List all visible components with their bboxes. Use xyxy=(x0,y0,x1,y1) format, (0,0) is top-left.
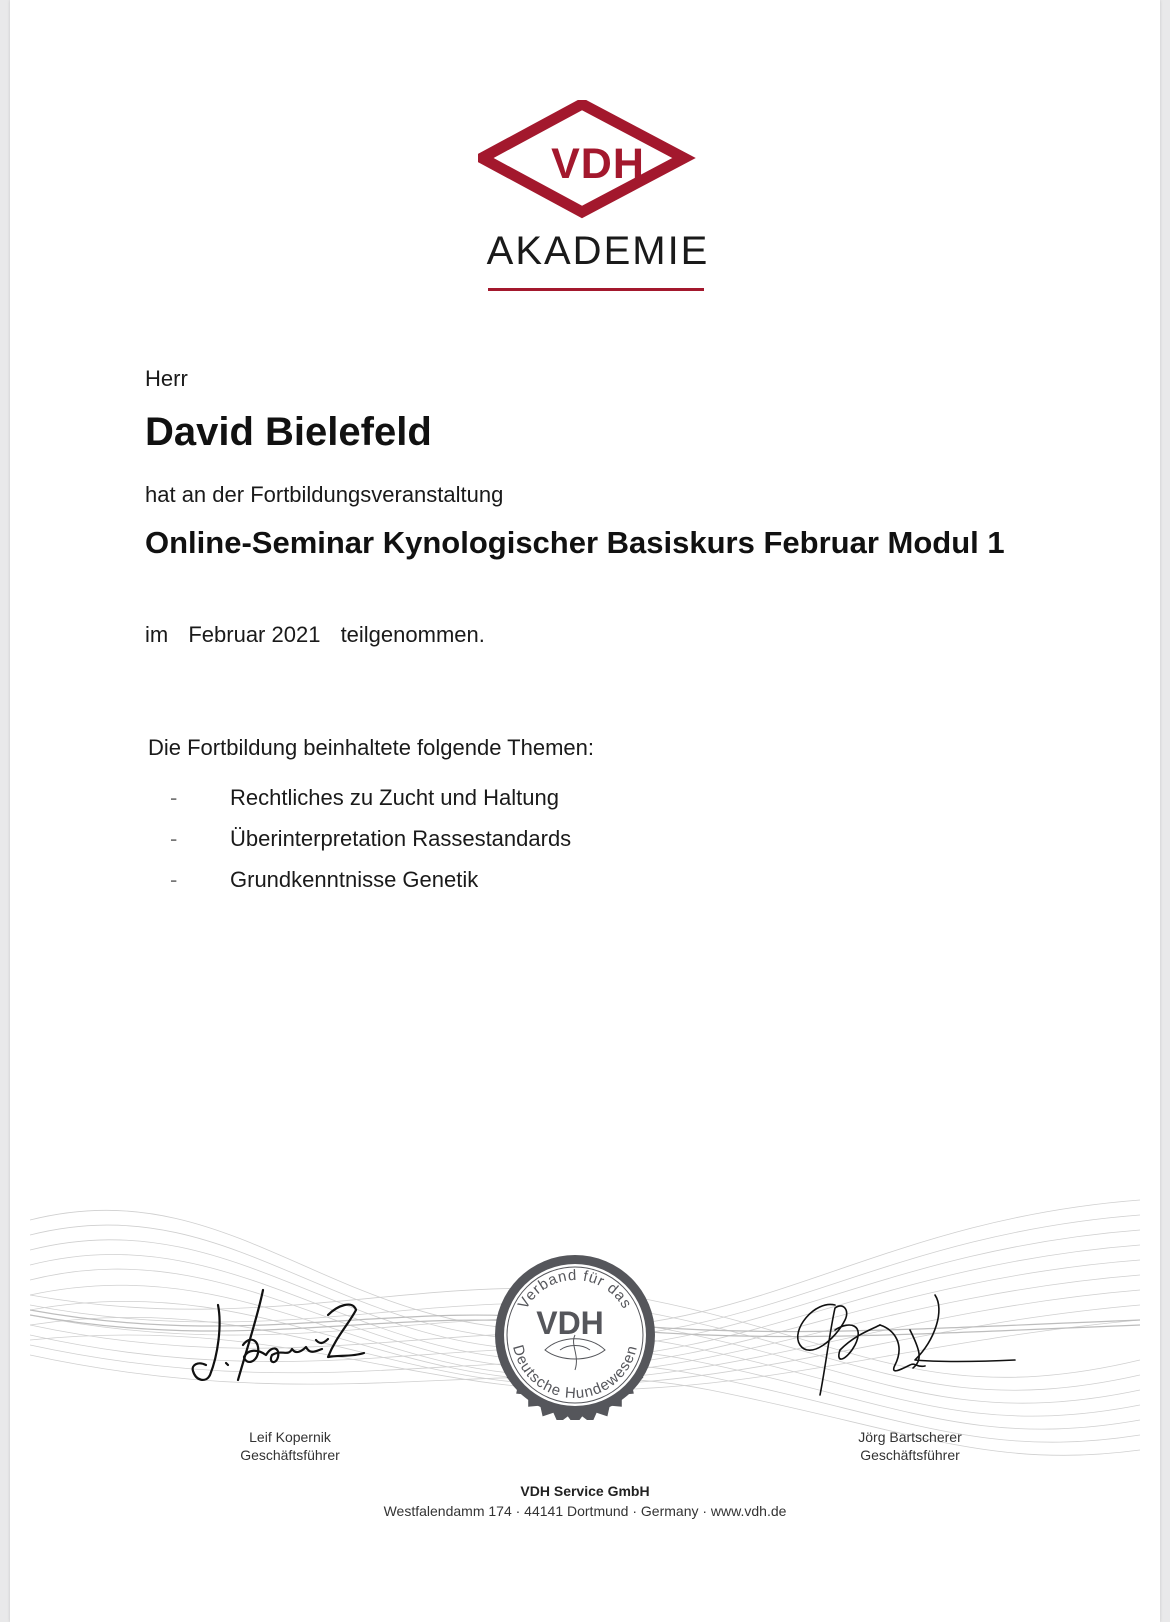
date-prefix: im xyxy=(145,622,169,647)
logo-subtitle: AKADEMIE xyxy=(486,229,710,273)
topic-text: Überinterpretation Rassestandards xyxy=(230,826,572,851)
event-date: Februar 2021 xyxy=(188,622,321,647)
signer-right-name: Jörg Bartscherer xyxy=(858,1429,962,1445)
signer-left-title: Geschäftsführer xyxy=(240,1447,340,1463)
vdh-akademie-logo xyxy=(478,100,718,300)
bullet-dash: - xyxy=(170,867,178,892)
intro-text: hat an der Fortbildungsveranstaltung xyxy=(145,482,504,507)
salutation: Herr xyxy=(145,366,188,391)
participant-name: David Bielefeld xyxy=(145,410,432,454)
seal-top-text: Verband für das xyxy=(514,1266,636,1313)
topic-text: Rechtliches zu Zucht und Haltung xyxy=(230,785,559,810)
signature-kopernik xyxy=(188,1285,368,1395)
bullet-dash: - xyxy=(170,826,178,851)
signer-left xyxy=(215,1428,365,1464)
topics-intro: Die Fortbildung beinhaltete folgende Themen: xyxy=(148,735,595,760)
bullet-dash: - xyxy=(170,785,178,810)
signer-right-title: Geschäftsführer xyxy=(860,1447,960,1463)
date-suffix: teilgenommen. xyxy=(340,622,485,647)
signer-right xyxy=(835,1428,985,1464)
signer-left-name: Leif Kopernik xyxy=(249,1429,331,1445)
certificate-page xyxy=(10,0,1160,1622)
footer-company: VDH Service GmbH xyxy=(520,1483,650,1499)
event-title: Online-Seminar Kynologischer Basiskurs Februar Modul 1 xyxy=(145,525,1005,560)
seal-center-text: VDH xyxy=(536,1305,604,1341)
signature-bartscherer xyxy=(795,1290,1035,1410)
topic-text: Grundkenntnisse Genetik xyxy=(230,867,479,892)
footer-address: Westfalendamm 174 · 44141 Dortmund · Germany · www.vdh.de xyxy=(383,1503,787,1519)
seal-bottom-text: Deutsche Hundewesen xyxy=(508,1343,641,1403)
logo-brand: VDH xyxy=(551,140,645,188)
logo-underline xyxy=(488,288,704,291)
participation-date-line xyxy=(145,622,499,648)
